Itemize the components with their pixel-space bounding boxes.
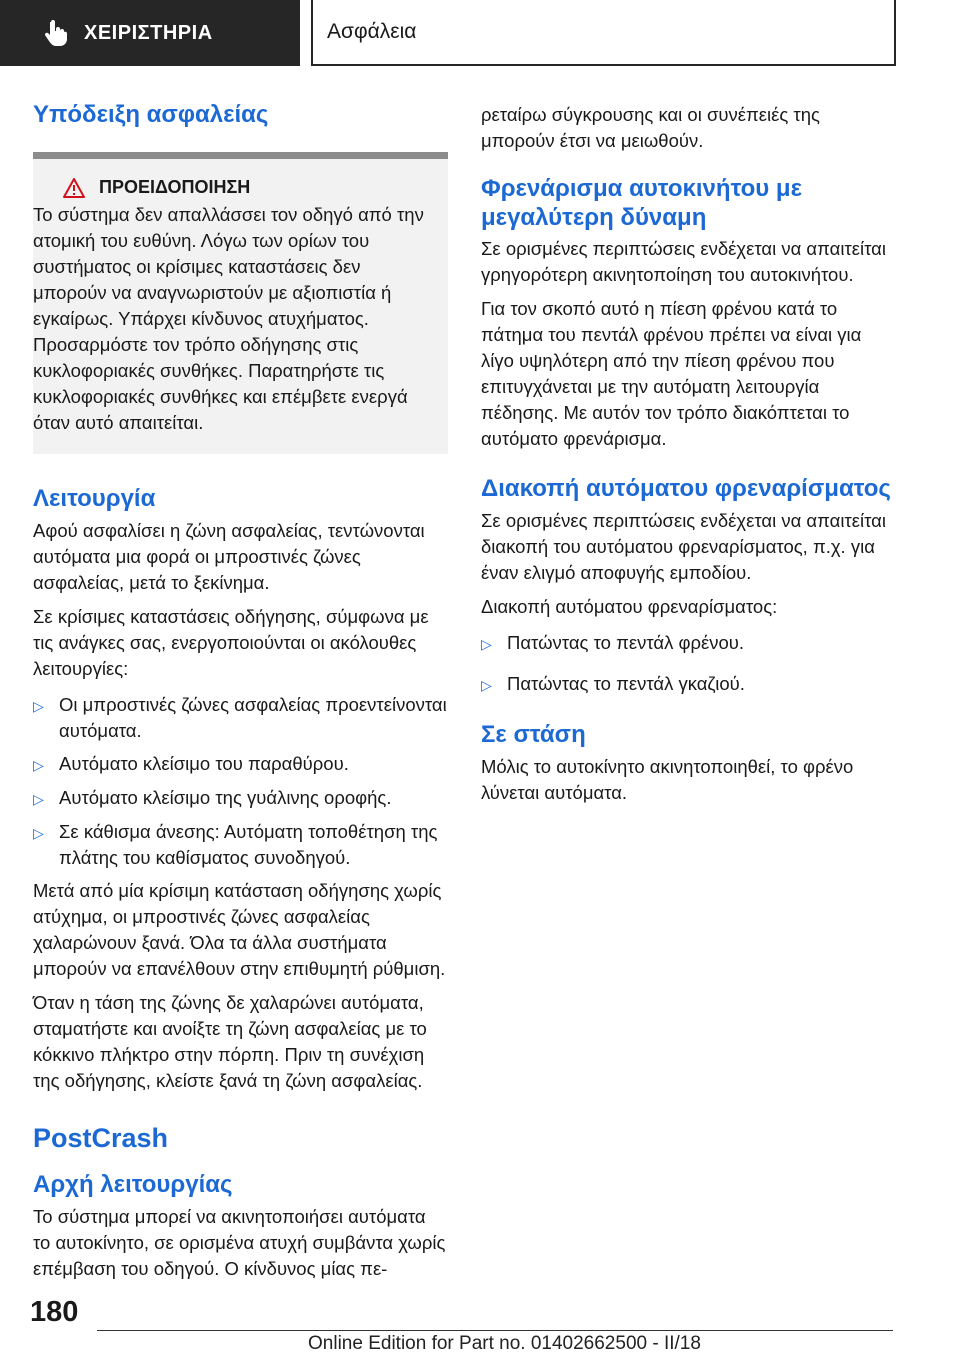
header-section-title: Ασφάλεια [311,0,896,66]
heading-postcrash: PostCrash [33,1123,169,1153]
header-tab [0,0,300,66]
page-number: 180 [30,1296,79,1328]
list-item: ▷ Αυτόματο κλείσιμο της γυάλινης οροφής. [33,785,448,812]
triangle-right-icon: ▷ [33,757,44,773]
bullet-list [33,692,448,871]
triangle-right-icon: ▷ [33,698,44,714]
triangle-right-icon: ▷ [481,677,492,693]
paragraph: ρεταίρω σύγκρουσης και οι συνέπειές της μπορούν έτσι να μειωθούν. [481,104,820,151]
warning-text: Το σύστημα δεν απαλλάσσει τον οδηγό από την ατομική του ευθύνη. Λόγω των ορίων του συστήματος οι κρίσιμες καταστάσεις δεν μπορούν να αναγνωριστούν με αξιοπιστία ή εγκαίρως. Υπάρχει κίνδυνος ατυχήματος. Προσαρμόστε τον τρόπο οδήγησης στις κυκλοφοριακές συνθήκες. Παρατηρήστε τις κυκλοφοριακές συνθήκες και επέμβετε ενεργά όταν αυτό απαιτείται. [33,204,424,433]
bullet-list [481,630,896,698]
paragraph: Όταν η τάση της ζώνης δε χαλαρώνει αυτόματα, σταματήστε και ανοίξτε τη ζώνη ασφαλείας με το κόκκινο πλήκτρο στην πόρπη. Πριν τη συνέχιση της οδήγησης, κλείστε ξανά τη ζώνη ασφαλείας. [33,992,427,1091]
paragraph: Μετά από μία κρίσιμη κατάσταση οδήγησης χωρίς ατύχημα, οι μπροστινές ζώνες ασφαλείας χαλαρώνουν ξανά. Όλα τα άλλα συστήματα μπορούν να επανέλθουν στην επιθυμητή ρύθμιση. [33,880,446,979]
heading-interrupt-braking: Διακοπή αυτόματου φρεναρίσματος [481,475,891,502]
heading-brake-force: Φρενάρισμα αυτοκινήτου με μεγαλύτερη δύναμη [481,175,802,231]
warning-box [33,152,448,454]
header-tab-label: ΧΕΙΡΙΣΤΗΡΙΑ [84,21,213,44]
paragraph: Διακοπή αυτόματου φρεναρίσματος: [481,596,778,617]
list-item: ▷ Σε κάθισμα άνεσης: Αυτόματη τοποθέτηση της πλάτης του καθίσματος συνοδηγού. [33,819,448,871]
warning-title-row [33,177,436,198]
footer-divider [97,1330,893,1331]
heading-standstill: Σε στάση [481,721,586,748]
paragraph: Μόλις το αυτοκίνητο ακινητοποιηθεί, το φρένο λύνεται αυτόματα. [481,756,854,803]
paragraph: Για τον σκοπό αυτό η πίεση φρένου κατά το πάτημα του πεντάλ φρένου πρέπει να είναι για λίγο υψηλότερη από την πίεση φρένου που επιτυγχάνεται με την αυτόματη λειτουργία πέδησης. Με αυτόν τον τρόπο διακόπτεται το αυτόματο φρενάρισμα. [481,298,862,449]
footer-edition: Online Edition for Part no. 01402662500 - II/18 [308,1333,701,1354]
list-item: ▷ Αυτόματο κλείσιμο του παραθύρου. [33,751,448,778]
warning-triangle-icon [63,178,85,198]
left-column [33,98,448,1282]
hand-pointer-icon [42,19,70,47]
triangle-right-icon: ▷ [33,791,44,807]
list-item: ▷ Οι μπροστινές ζώνες ασφαλείας προεντείνονται αυτόματα. [33,692,448,744]
paragraph: Σε κρίσιμες καταστάσεις οδήγησης, σύμφωνα με τις ανάγκες σας, ενεργοποιούνται οι ακόλουθες λειτουργίες: [33,606,429,679]
warning-title: ΠΡΟΕΙΔΟΠΟΙΗΣΗ [99,177,251,197]
paragraph: Σε ορισμένες περιπτώσεις ενδέχεται να απαιτείται γρηγορότερη ακινητοποίηση του αυτοκινήτου. [481,238,886,285]
heading-principle: Αρχή λειτουργίας [33,1171,233,1198]
list-item: ▷ Πατώντας το πεντάλ γκαζιού. [481,671,896,698]
heading-function: Λειτουργία [33,485,156,512]
paragraph: Σε ορισμένες περιπτώσεις ενδέχεται να απαιτείται διακοπή του αυτόματου φρεναρίσματος, π.χ. για έναν ελιγμό αποφυγής εμποδίου. [481,510,886,583]
paragraph: Το σύστημα μπορεί να ακινητοποιήσει αυτόματα το αυτοκίνητο, σε ορισμένα ατυχή συμβάντα χωρίς επέμβαση του οδηγού. Ο κίνδυνος μίας πε- [33,1206,446,1279]
triangle-right-icon: ▷ [33,825,44,841]
list-item: ▷ Πατώντας το πεντάλ φρένου. [481,630,896,657]
heading-safety-note: Υπόδειξη ασφαλείας [33,101,269,128]
triangle-right-icon: ▷ [481,636,492,652]
paragraph: Αφού ασφαλίσει η ζώνη ασφαλείας, τεντώνονται αυτόματα μια φορά οι μπροστινές ζώνες ασφαλείας, μετά το ξεκίνημα. [33,520,425,593]
right-column [481,98,896,806]
